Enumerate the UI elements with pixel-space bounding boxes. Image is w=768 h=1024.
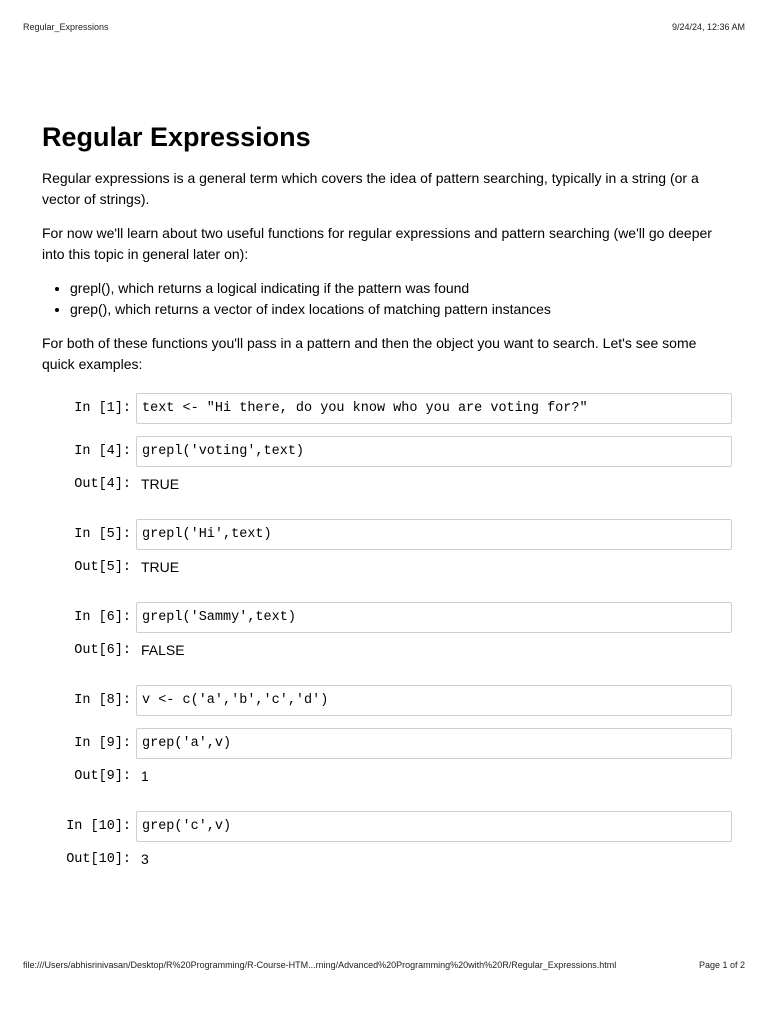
print-footer bbox=[23, 960, 745, 974]
in-prompt: In [5]: bbox=[74, 527, 131, 542]
in-prompt: In [6]: bbox=[74, 610, 131, 625]
code-input[interactable]: grepl('Hi',text) bbox=[136, 519, 732, 550]
code-input[interactable]: grepl('voting',text) bbox=[136, 436, 732, 467]
code-input[interactable]: text <- "Hi there, do you know who you are voting for?" bbox=[136, 393, 732, 424]
out-prompt: Out[9]: bbox=[74, 768, 131, 784]
notebook-content bbox=[42, 118, 732, 870]
input-cell bbox=[47, 436, 732, 467]
code-input[interactable]: grep('a',v) bbox=[136, 728, 732, 759]
out-prompt: Out[4]: bbox=[74, 476, 131, 492]
code-cells bbox=[47, 393, 732, 870]
input-cell bbox=[47, 393, 732, 424]
output-cell bbox=[47, 848, 732, 870]
output-value: TRUE bbox=[141, 476, 180, 492]
function-list bbox=[42, 278, 732, 320]
functions-paragraph: For now we'll learn about two useful functions for regular expressions and pattern searching (we'll go deeper into this topic in general later on): bbox=[42, 225, 712, 262]
page-title: Regular Expressions bbox=[42, 122, 311, 152]
output-value: TRUE bbox=[141, 559, 180, 575]
output-cell bbox=[47, 639, 732, 661]
print-footer-path: file:///Users/abhisrinivasan/Desktop/R%20Programming/R-Course-HTM...rning/Advanced%20Programming%20with%20R/Regular_Expressions.html bbox=[23, 960, 617, 970]
code-input[interactable]: v <- c('a','b','c','d') bbox=[136, 685, 732, 716]
in-prompt: In [1]: bbox=[74, 401, 131, 416]
intro-paragraph: Regular expressions is a general term which covers the idea of pattern searching, typically in a string (or a vector of strings). bbox=[42, 170, 699, 207]
output-value: 3 bbox=[141, 851, 149, 867]
output-value: FALSE bbox=[141, 642, 185, 658]
list-item-grep: • grep(), which returns a vector of index locations of matching pattern instances bbox=[70, 299, 732, 320]
input-cell bbox=[47, 685, 732, 716]
out-prompt: Out[6]: bbox=[74, 642, 131, 658]
print-header-title: Regular_Expressions bbox=[23, 22, 109, 32]
code-input[interactable]: grep('c',v) bbox=[136, 811, 732, 842]
input-cell bbox=[47, 519, 732, 550]
in-prompt: In [4]: bbox=[74, 444, 131, 459]
print-footer-page: Page 1 of 2 bbox=[698, 960, 745, 970]
in-prompt: In [9]: bbox=[74, 736, 131, 751]
out-prompt: Out[5]: bbox=[74, 559, 131, 575]
print-header bbox=[23, 22, 745, 36]
examples-paragraph: For both of these functions you'll pass in a pattern and then the object you want to search. Let's see some quick examples: bbox=[42, 335, 697, 372]
print-header-datetime: 9/24/24, 12:36 AM bbox=[671, 22, 745, 32]
input-cell bbox=[47, 811, 732, 842]
in-prompt: In [8]: bbox=[74, 693, 131, 708]
output-cell bbox=[47, 473, 732, 495]
code-input[interactable]: grepl('Sammy',text) bbox=[136, 602, 732, 633]
list-item-grepl: • grepl(), which returns a logical indicating if the pattern was found bbox=[70, 278, 732, 299]
output-cell bbox=[47, 765, 732, 787]
output-cell bbox=[47, 556, 732, 578]
input-cell bbox=[47, 728, 732, 759]
out-prompt: Out[10]: bbox=[66, 851, 131, 867]
output-value: 1 bbox=[141, 768, 149, 784]
in-prompt: In [10]: bbox=[66, 819, 131, 834]
input-cell bbox=[47, 602, 732, 633]
